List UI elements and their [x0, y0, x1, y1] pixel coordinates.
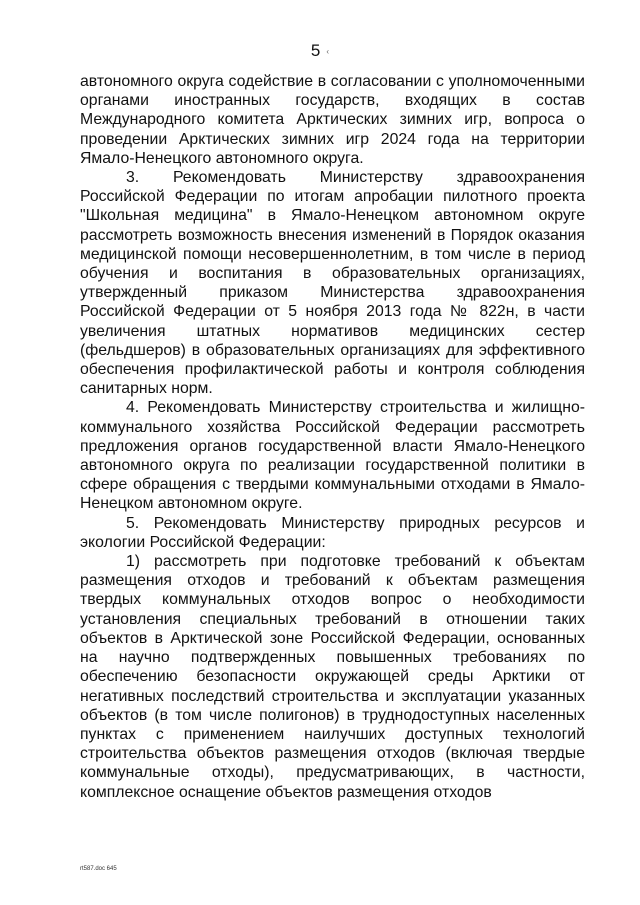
footer-file-code: rt587.doc 645 — [80, 866, 117, 872]
document-body — [80, 72, 585, 802]
paragraph-subitem-1: 1) рассмотреть при подготовке требований к объектам размещения отходов и требований к объектам размещения твердых коммунальных отходов вопрос о необходимости установления специальных требований в отношении таких объектов в Арктической зоне Российской Федерации, основанных на научно подтвержденных повышенных требованиях по обеспечению безопасности окружающей среды Арктики от негативных последствий строительства и эксплуатации указанных объектов (в том числе полигонов) в труднодоступных населенных пунктах с применением наилучших доступных технологий строительства объектов размещения отходов (включая твердые коммунальные отходы), предусматривающих, в частности, комплексное оснащение объектов размещения отходов — [80, 553, 585, 801]
paragraph-continuation: автономного округа содействие в согласовании с уполномоченными органами иностранных государств, входящих в состав Международного комитета Арктических зимних игр, вопроса о проведении Арктических зимних игр 2024 года на территории Ямало-Ненецкого автономного округа. — [80, 73, 585, 167]
page-number-value: 5 — [310, 41, 321, 60]
paragraph-item-5: 5. Рекомендовать Министерству природных ресурсов и экологии Российской Федерации: — [80, 514, 585, 551]
page-number — [0, 41, 640, 61]
paragraph-item-3: 3. Рекомендовать Министерству здравоохранения Российской Федерации по итогам апробации пилотного проекта "Школьная медицина" в Ямало-Ненецком автономном округе рассмотреть возможность внесения изменений в Порядок оказания медицинской помощи несовершеннолетним, в том числе в период обучения и воспитания в образовательных организациях, утвержденный приказом Министерства здравоохранения Российской Федерации от 5 ноября 2013 года № 822н, в части увеличения штатных нормативов медицинских сестер (фельдшеров) в образовательных организациях для эффективного обеспечения профилактической работы и контроля соблюдения санитарных норм. — [80, 169, 585, 398]
page-number-mark: ‹ — [326, 47, 330, 57]
paragraph-item-4: 4. Рекомендовать Министерству строительства и жилищно-коммунального хозяйства Российской Федерации рассмотреть предложения органов государственной власти Ямало-Ненецкого автономного округа по реализации государственной политики в сфере обращения с твердыми коммунальными отходами в Ямало-Ненецком автономном округе. — [80, 399, 585, 513]
